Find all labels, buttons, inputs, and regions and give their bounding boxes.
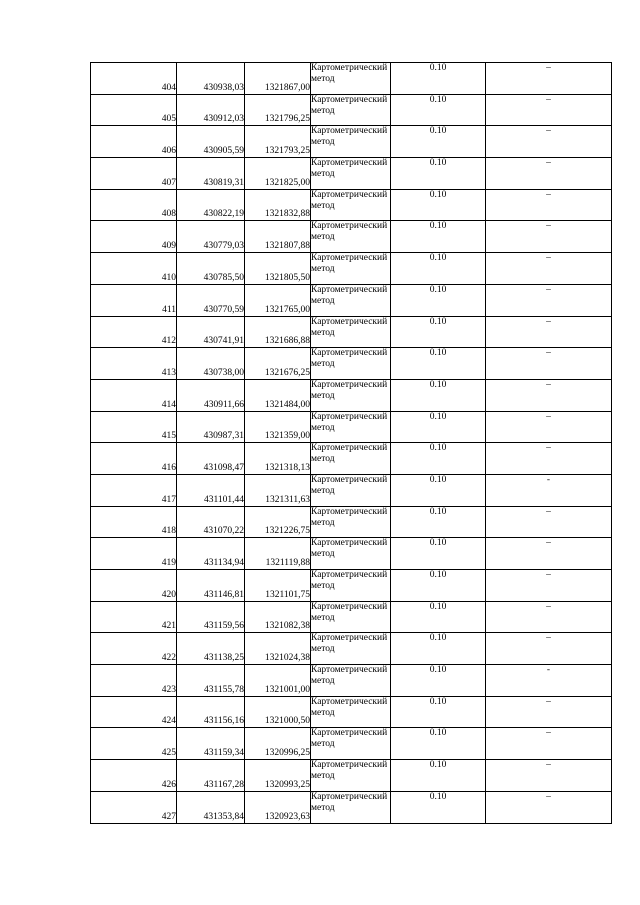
accuracy-cell: 0.10 bbox=[391, 538, 486, 570]
coord-x: 430819,31 bbox=[177, 158, 245, 190]
table-row bbox=[91, 443, 612, 475]
method-cell: Картометрический метод bbox=[311, 696, 391, 728]
point-number: 405 bbox=[91, 94, 177, 126]
point-number: 410 bbox=[91, 253, 177, 285]
point-number: 415 bbox=[91, 411, 177, 443]
coord-x: 430905,59 bbox=[177, 126, 245, 158]
method-cell: Картометрический метод bbox=[311, 348, 391, 380]
accuracy-cell: 0.10 bbox=[391, 379, 486, 411]
coord-x: 430785,50 bbox=[177, 253, 245, 285]
coord-x: 431134,94 bbox=[177, 538, 245, 570]
method-cell: Картометрический метод bbox=[311, 316, 391, 348]
table-row bbox=[91, 601, 612, 633]
method-cell: Картометрический метод bbox=[311, 158, 391, 190]
method-cell: Картометрический метод bbox=[311, 379, 391, 411]
point-number: 427 bbox=[91, 791, 177, 823]
point-number: 408 bbox=[91, 189, 177, 221]
table-row bbox=[91, 791, 612, 823]
dash-cell: – bbox=[486, 538, 612, 570]
table-row bbox=[91, 126, 612, 158]
point-number: 412 bbox=[91, 316, 177, 348]
point-number: 422 bbox=[91, 633, 177, 665]
point-number: 426 bbox=[91, 760, 177, 792]
method-cell: Картометрический метод bbox=[311, 760, 391, 792]
method-cell: Картометрический метод bbox=[311, 506, 391, 538]
method-cell: Картометрический метод bbox=[311, 728, 391, 760]
accuracy-cell: 0.10 bbox=[391, 760, 486, 792]
method-cell: Картометрический метод bbox=[311, 443, 391, 475]
dash-cell: – bbox=[486, 791, 612, 823]
coord-y: 1321359,00 bbox=[245, 411, 311, 443]
coord-x: 431167,28 bbox=[177, 760, 245, 792]
coord-y: 1321001,00 bbox=[245, 665, 311, 697]
dash-cell: – bbox=[486, 63, 612, 95]
accuracy-cell: 0.10 bbox=[391, 316, 486, 348]
coord-x: 430770,59 bbox=[177, 284, 245, 316]
dash-cell: – bbox=[486, 94, 612, 126]
method-cell: Картометрический метод bbox=[311, 189, 391, 221]
coord-y: 1321796,25 bbox=[245, 94, 311, 126]
accuracy-cell: 0.10 bbox=[391, 411, 486, 443]
accuracy-cell: 0.10 bbox=[391, 348, 486, 380]
dash-cell: – bbox=[486, 633, 612, 665]
table-row bbox=[91, 728, 612, 760]
table-row bbox=[91, 633, 612, 665]
coord-x: 431155,78 bbox=[177, 665, 245, 697]
accuracy-cell: 0.10 bbox=[391, 284, 486, 316]
method-cell: Картометрический метод bbox=[311, 411, 391, 443]
method-cell: Картометрический метод bbox=[311, 538, 391, 570]
coord-y: 1321318,13 bbox=[245, 443, 311, 475]
coord-x: 431159,34 bbox=[177, 728, 245, 760]
dash-cell: - bbox=[486, 474, 612, 506]
point-number: 406 bbox=[91, 126, 177, 158]
table-row bbox=[91, 253, 612, 285]
table-row bbox=[91, 221, 612, 253]
accuracy-cell: 0.10 bbox=[391, 633, 486, 665]
point-number: 425 bbox=[91, 728, 177, 760]
point-number: 424 bbox=[91, 696, 177, 728]
table-row bbox=[91, 379, 612, 411]
table-row bbox=[91, 316, 612, 348]
dash-cell: – bbox=[486, 728, 612, 760]
method-cell: Картометрический метод bbox=[311, 474, 391, 506]
coord-x: 431070,22 bbox=[177, 506, 245, 538]
coord-y: 1321867,00 bbox=[245, 63, 311, 95]
coord-y: 1321805,50 bbox=[245, 253, 311, 285]
accuracy-cell: 0.10 bbox=[391, 665, 486, 697]
table-row bbox=[91, 189, 612, 221]
dash-cell: - bbox=[486, 665, 612, 697]
coord-x: 430779,03 bbox=[177, 221, 245, 253]
dash-cell: – bbox=[486, 126, 612, 158]
coord-y: 1320993,25 bbox=[245, 760, 311, 792]
coord-x: 431156,16 bbox=[177, 696, 245, 728]
accuracy-cell: 0.10 bbox=[391, 696, 486, 728]
coord-x: 431146,81 bbox=[177, 570, 245, 602]
accuracy-cell: 0.10 bbox=[391, 158, 486, 190]
coord-x: 430822,19 bbox=[177, 189, 245, 221]
table-row bbox=[91, 538, 612, 570]
table-row bbox=[91, 63, 612, 95]
accuracy-cell: 0.10 bbox=[391, 728, 486, 760]
accuracy-cell: 0.10 bbox=[391, 443, 486, 475]
accuracy-cell: 0.10 bbox=[391, 253, 486, 285]
table-row bbox=[91, 158, 612, 190]
method-cell: Картометрический метод bbox=[311, 126, 391, 158]
coord-y: 1321024,38 bbox=[245, 633, 311, 665]
point-number: 413 bbox=[91, 348, 177, 380]
table-row bbox=[91, 348, 612, 380]
accuracy-cell: 0.10 bbox=[391, 570, 486, 602]
coord-x: 431353,84 bbox=[177, 791, 245, 823]
method-cell: Картометрический метод bbox=[311, 601, 391, 633]
coord-y: 1320923,63 bbox=[245, 791, 311, 823]
coord-y: 1321119,88 bbox=[245, 538, 311, 570]
coord-x: 430987,31 bbox=[177, 411, 245, 443]
table-row bbox=[91, 94, 612, 126]
coord-x: 430738,00 bbox=[177, 348, 245, 380]
dash-cell: – bbox=[486, 253, 612, 285]
table-row bbox=[91, 411, 612, 443]
point-number: 420 bbox=[91, 570, 177, 602]
accuracy-cell: 0.10 bbox=[391, 506, 486, 538]
coord-y: 1321765,00 bbox=[245, 284, 311, 316]
coord-y: 1321101,75 bbox=[245, 570, 311, 602]
dash-cell: – bbox=[486, 506, 612, 538]
table-row bbox=[91, 760, 612, 792]
coord-y: 1321807,88 bbox=[245, 221, 311, 253]
coord-x: 431098,47 bbox=[177, 443, 245, 475]
dash-cell: – bbox=[486, 221, 612, 253]
method-cell: Картометрический метод bbox=[311, 221, 391, 253]
accuracy-cell: 0.10 bbox=[391, 601, 486, 633]
dash-cell: – bbox=[486, 443, 612, 475]
point-number: 423 bbox=[91, 665, 177, 697]
point-number: 414 bbox=[91, 379, 177, 411]
dash-cell: – bbox=[486, 760, 612, 792]
coord-y: 1321793,25 bbox=[245, 126, 311, 158]
coord-x: 430912,03 bbox=[177, 94, 245, 126]
accuracy-cell: 0.10 bbox=[391, 221, 486, 253]
coord-x: 430741,91 bbox=[177, 316, 245, 348]
method-cell: Картометрический метод bbox=[311, 63, 391, 95]
coord-x: 430938,03 bbox=[177, 63, 245, 95]
coord-x: 430911,66 bbox=[177, 379, 245, 411]
method-cell: Картометрический метод bbox=[311, 665, 391, 697]
accuracy-cell: 0.10 bbox=[391, 94, 486, 126]
accuracy-cell: 0.10 bbox=[391, 189, 486, 221]
coord-y: 1321832,88 bbox=[245, 189, 311, 221]
accuracy-cell: 0.10 bbox=[391, 126, 486, 158]
table-row bbox=[91, 506, 612, 538]
accuracy-cell: 0.10 bbox=[391, 63, 486, 95]
point-number: 409 bbox=[91, 221, 177, 253]
accuracy-cell: 0.10 bbox=[391, 474, 486, 506]
dash-cell: – bbox=[486, 696, 612, 728]
coord-x: 431159,56 bbox=[177, 601, 245, 633]
point-number: 418 bbox=[91, 506, 177, 538]
coord-y: 1321686,88 bbox=[245, 316, 311, 348]
accuracy-cell: 0.10 bbox=[391, 791, 486, 823]
table-row bbox=[91, 284, 612, 316]
coord-x: 431138,25 bbox=[177, 633, 245, 665]
coord-x: 431101,44 bbox=[177, 474, 245, 506]
table-row bbox=[91, 570, 612, 602]
method-cell: Картометрический метод bbox=[311, 633, 391, 665]
dash-cell: – bbox=[486, 570, 612, 602]
dash-cell: – bbox=[486, 158, 612, 190]
method-cell: Картометрический метод bbox=[311, 791, 391, 823]
point-number: 404 bbox=[91, 63, 177, 95]
table-row bbox=[91, 696, 612, 728]
coordinates-table-body bbox=[91, 63, 612, 824]
coord-y: 1321484,00 bbox=[245, 379, 311, 411]
point-number: 419 bbox=[91, 538, 177, 570]
coord-y: 1321226,75 bbox=[245, 506, 311, 538]
dash-cell: – bbox=[486, 411, 612, 443]
point-number: 416 bbox=[91, 443, 177, 475]
point-number: 421 bbox=[91, 601, 177, 633]
coord-y: 1321825,00 bbox=[245, 158, 311, 190]
coord-y: 1321082,38 bbox=[245, 601, 311, 633]
point-number: 417 bbox=[91, 474, 177, 506]
dash-cell: – bbox=[486, 189, 612, 221]
dash-cell: – bbox=[486, 316, 612, 348]
method-cell: Картометрический метод bbox=[311, 253, 391, 285]
dash-cell: – bbox=[486, 379, 612, 411]
coordinates-table bbox=[90, 62, 612, 824]
method-cell: Картометрический метод bbox=[311, 94, 391, 126]
table-row bbox=[91, 474, 612, 506]
point-number: 407 bbox=[91, 158, 177, 190]
coord-y: 1320996,25 bbox=[245, 728, 311, 760]
dash-cell: – bbox=[486, 348, 612, 380]
method-cell: Картометрический метод bbox=[311, 570, 391, 602]
table-row bbox=[91, 665, 612, 697]
method-cell: Картометрический метод bbox=[311, 284, 391, 316]
dash-cell: – bbox=[486, 601, 612, 633]
point-number: 411 bbox=[91, 284, 177, 316]
coord-y: 1321676,25 bbox=[245, 348, 311, 380]
coord-y: 1321311,63 bbox=[245, 474, 311, 506]
coord-y: 1321000,50 bbox=[245, 696, 311, 728]
dash-cell: – bbox=[486, 284, 612, 316]
